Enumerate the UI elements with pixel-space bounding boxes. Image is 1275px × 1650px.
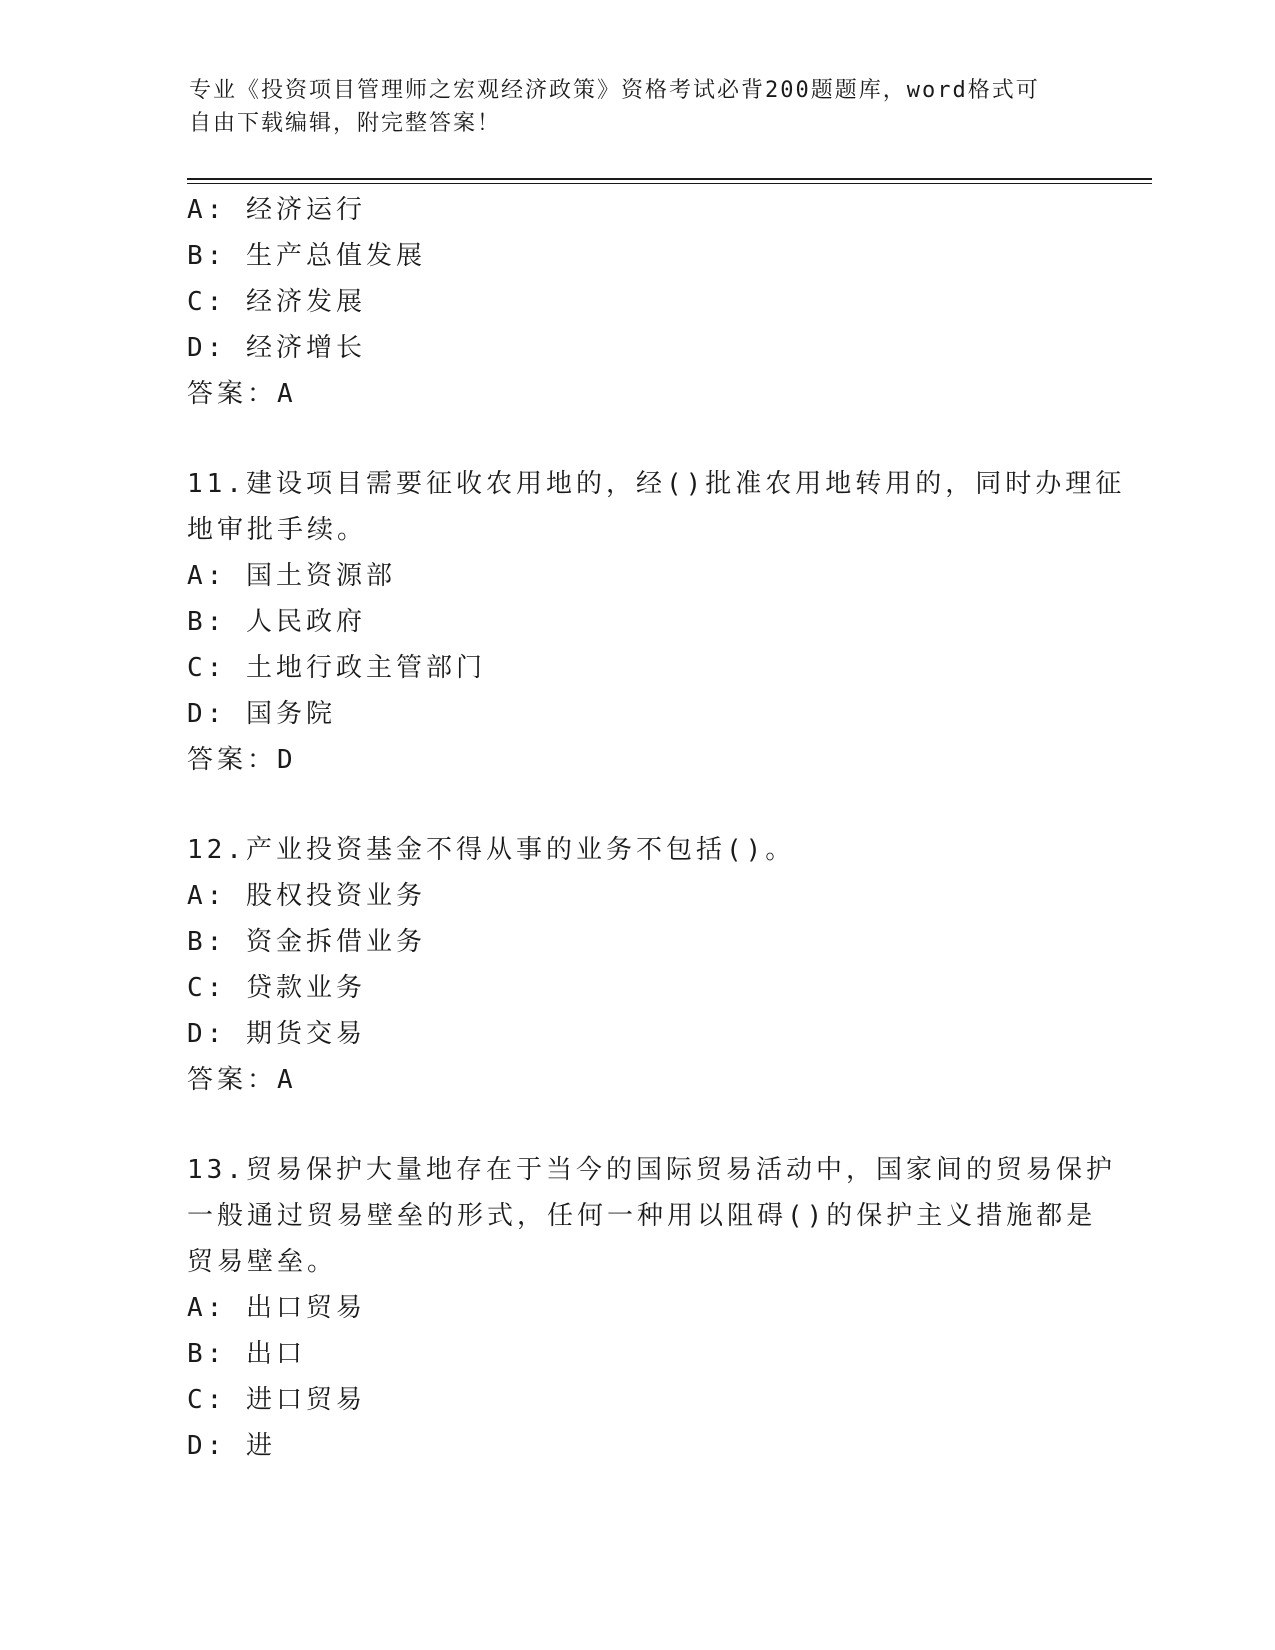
answer-line: 答案：A <box>187 379 297 409</box>
header-divider-thin <box>187 183 1152 184</box>
question-12 <box>187 827 1087 1103</box>
question-stem-line: 12.产业投资基金不得从事的业务不包括()。 <box>187 835 796 865</box>
option-b: B: 人民政府 <box>187 607 366 637</box>
option-a: A: 股权投资业务 <box>187 881 426 911</box>
header-title-line-2: 自由下载编辑，附完整答案！ <box>189 111 502 136</box>
option-c: C: 经济发展 <box>187 287 366 317</box>
option-d: D: 经济增长 <box>187 333 366 363</box>
option-d: D: 国务院 <box>187 699 336 729</box>
question-10 <box>187 187 1087 417</box>
document-header <box>189 74 1069 140</box>
option-b: B: 资金拆借业务 <box>187 927 426 957</box>
option-a: A: 经济运行 <box>187 195 366 225</box>
option-b: B: 出口 <box>187 1339 306 1369</box>
option-b: B: 生产总值发展 <box>187 241 426 271</box>
question-stem-line: 13.贸易保护大量地存在于当今的国际贸易活动中，国家间的贸易保护 <box>187 1155 1116 1185</box>
question-stem-line: 贸易壁垒。 <box>187 1247 338 1277</box>
option-a: A: 出口贸易 <box>187 1293 366 1323</box>
question-stem-line: 一般通过贸易壁垒的形式，任何一种用以阻碍()的保护主义措施都是 <box>187 1201 1097 1231</box>
option-d: D: 进 <box>187 1431 276 1461</box>
question-11 <box>187 461 1126 783</box>
option-c: C: 土地行政主管部门 <box>187 653 486 683</box>
header-divider-thick <box>187 178 1152 180</box>
question-list <box>187 187 1126 1469</box>
question-stem-line: 11.建设项目需要征收农用地的，经()批准农用地转用的，同时办理征 <box>187 469 1126 499</box>
answer-line: 答案：A <box>187 1065 297 1095</box>
answer-line: 答案：D <box>187 745 297 775</box>
option-d: D: 期货交易 <box>187 1019 366 1049</box>
option-a: A: 国土资源部 <box>187 561 396 591</box>
header-title-line-1: 专业《投资项目管理师之宏观经济政策》资格考试必背200题题库，word格式可 <box>189 78 1040 103</box>
question-stem-line: 地审批手续。 <box>187 515 368 545</box>
option-c: C: 进口贸易 <box>187 1385 366 1415</box>
option-c: C: 贷款业务 <box>187 973 366 1003</box>
question-13 <box>187 1147 1116 1469</box>
